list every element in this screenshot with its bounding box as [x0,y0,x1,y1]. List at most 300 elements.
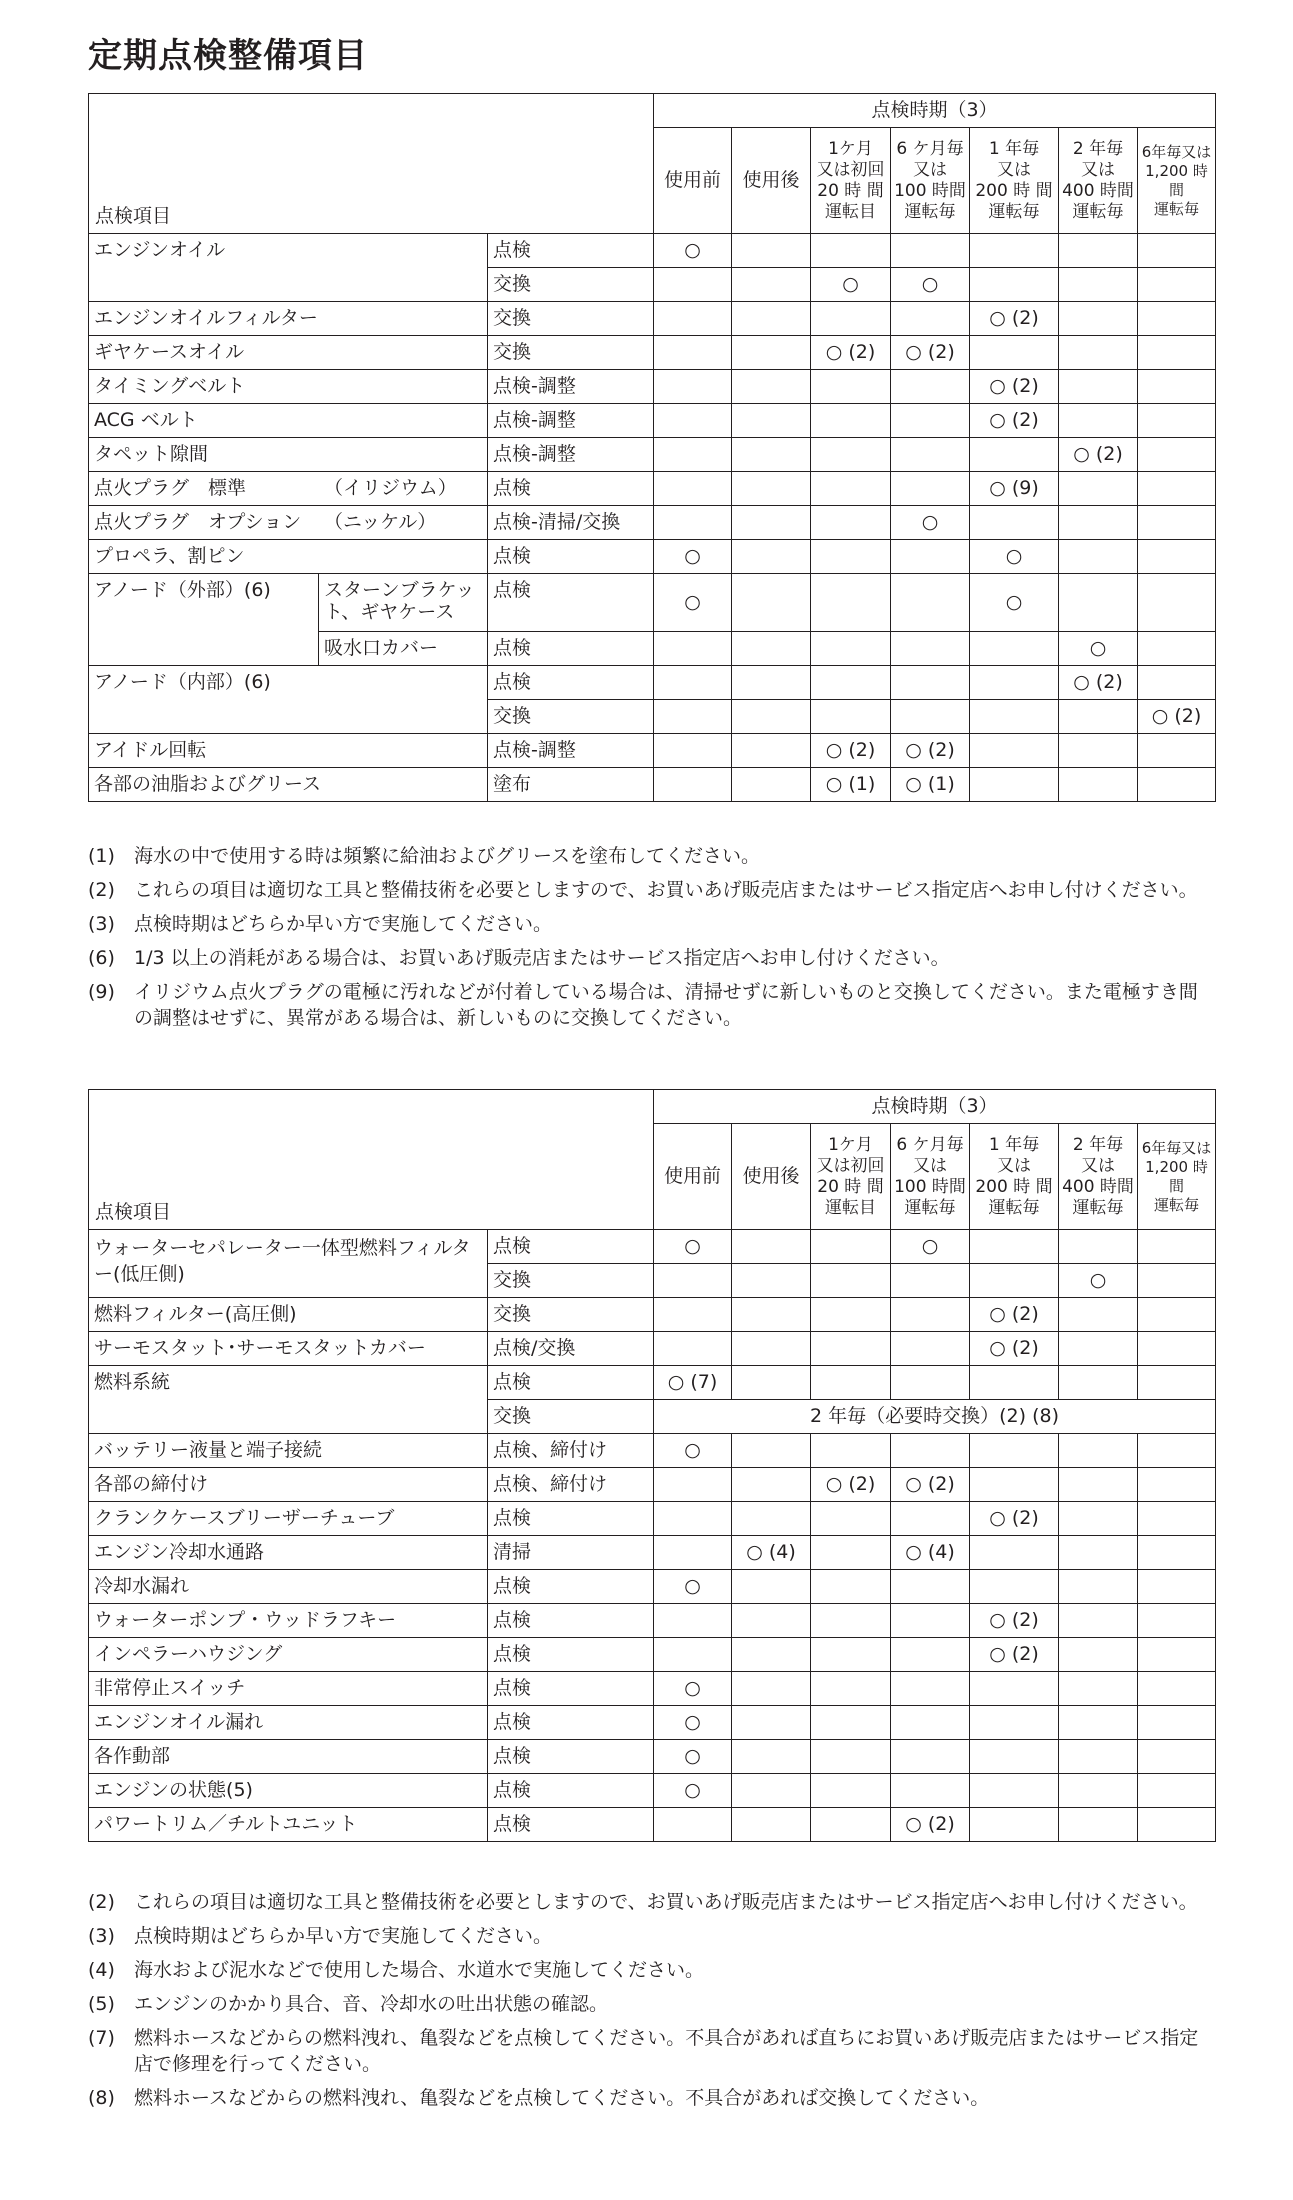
table-row [89,1332,1216,1366]
schedule-mark-cell [811,1502,891,1536]
table-row [89,734,1216,768]
schedule-mark-cell [732,506,811,540]
row-op: 清掃 [488,1536,654,1570]
schedule-mark-cell [891,574,970,632]
schedule-mark-cell: ○ [654,574,732,632]
schedule-mark-cell [1059,1366,1138,1400]
schedule-mark-cell [1059,1230,1138,1264]
schedule-mark-cell [1059,1706,1138,1740]
maintenance-table-2 [88,1089,1216,1842]
schedule-mark-cell [1138,1740,1216,1774]
schedule-mark-cell [654,1536,732,1570]
table-row [89,1570,1216,1604]
table-row [89,404,1216,438]
schedule-mark-cell [891,438,970,472]
schedule-mark-cell [654,370,732,404]
schedule-mark-cell [1059,700,1138,734]
schedule-mark-cell [732,1570,811,1604]
schedule-mark-cell [811,1706,891,1740]
row-item: アイドル回転 [89,734,488,768]
row-item-water-separator: ウォーターセパレーター一体型燃料フィルター(低圧側) [89,1230,488,1298]
notes-list-1 [88,843,1215,1039]
note-item: (8) 燃料ホースなどからの燃料洩れ、亀裂などを点検してください。不具合があれば交換してください。 [88,2087,990,2109]
schedule-mark-cell [1138,404,1216,438]
row-op: 点検 [488,1230,654,1264]
schedule-mark-cell [732,1638,811,1672]
schedule-mark-cell [811,1298,891,1332]
schedule-mark-cell [732,1434,811,1468]
schedule-mark-cell [970,734,1059,768]
schedule-mark-cell: ○ (2) [891,336,970,370]
schedule-mark-cell [1059,336,1138,370]
schedule-mark-cell: ○ (1) [891,768,970,802]
table-row [89,1740,1216,1774]
schedule-mark-cell [732,540,811,574]
row-item: 各部の油脂およびグリース [89,768,488,802]
schedule-mark-cell [1138,1434,1216,1468]
row-item-anode-internal: アノード（内部）(6) [89,666,488,734]
schedule-mark-cell [1138,1298,1216,1332]
schedule-mark-cell [1059,1536,1138,1570]
row-item: プロペラ、割ピン [89,540,488,574]
schedule-mark-cell [732,302,811,336]
schedule-mark-cell [732,734,811,768]
row-op: 交換 [488,336,654,370]
schedule-mark-cell [654,632,732,666]
schedule-mark-cell [891,370,970,404]
schedule-mark-cell [654,472,732,506]
schedule-mark-cell [1138,506,1216,540]
schedule-mark-cell [970,632,1059,666]
schedule-mark-cell: ○ [891,1230,970,1264]
row-item: バッテリー液量と端子接続 [89,1434,488,1468]
row-op: 点検/交換 [488,1332,654,1366]
schedule-mark-cell [732,370,811,404]
header-col-after-use: 使用後 [732,128,811,234]
row-op: 点検 [488,1774,654,1808]
schedule-mark-cell [1059,1570,1138,1604]
schedule-mark-cell [811,404,891,438]
schedule-mark-cell [732,1774,811,1808]
schedule-mark-cell [811,1672,891,1706]
header-col-1month: 1ケ月 又は初回 20 時 間 運転目 [811,1124,891,1230]
schedule-mark-cell [1059,1672,1138,1706]
schedule-mark-cell [891,1434,970,1468]
schedule-mark-cell [732,472,811,506]
schedule-mark-cell: ○ [654,1774,732,1808]
schedule-mark-cell [654,1808,732,1842]
schedule-mark-cell [732,1502,811,1536]
table-row [89,768,1216,802]
header-col-6year: 6年毎又は 1,200 時間 運転毎 [1138,128,1216,234]
schedule-mark-cell: ○ [654,1672,732,1706]
schedule-mark-cell [1138,370,1216,404]
schedule-mark-cell [1059,574,1138,632]
table-row [89,1672,1216,1706]
table-row [89,1230,1216,1264]
header-col-2year: 2 年毎 又は 400 時間 運転毎 [1059,1124,1138,1230]
schedule-mark-cell [1059,1740,1138,1774]
schedule-mark-cell [1138,336,1216,370]
row-op: 点検、締付け [488,1468,654,1502]
schedule-mark-cell [1059,302,1138,336]
table-row [89,1536,1216,1570]
schedule-mark-cell [732,234,811,268]
schedule-mark-cell [811,438,891,472]
header-period-label: 点検時期（3） [654,94,1216,128]
schedule-mark-cell [654,734,732,768]
schedule-mark-cell [811,700,891,734]
header-col-before-use: 使用前 [654,1124,732,1230]
row-op: 点検 [488,666,654,700]
row-item-engine-oil: エンジンオイル [89,234,488,302]
schedule-mark-cell: ○ [654,1740,732,1774]
schedule-mark-cell [1059,234,1138,268]
row-op: 点検 [488,574,654,632]
schedule-mark-cell [1059,268,1138,302]
schedule-mark-cell [970,768,1059,802]
schedule-mark-cell [970,1536,1059,1570]
table-row [89,336,1216,370]
row-op: 交換 [488,1264,654,1298]
header-col-6year: 6年毎又は 1,200 時間 運転毎 [1138,1124,1216,1230]
schedule-mark-cell [1138,302,1216,336]
schedule-mark-cell [654,336,732,370]
row-item: エンジンの状態(5) [89,1774,488,1808]
schedule-mark-cell: ○ (2) [1059,666,1138,700]
schedule-mark-cell [732,438,811,472]
schedule-mark-cell: ○ (2) [891,734,970,768]
header-period-label: 点検時期（3） [654,1090,1216,1124]
schedule-mark-cell [732,768,811,802]
row-item: ギヤケースオイル [89,336,488,370]
note-item: (6) 1/3 以上の消耗がある場合は、お買いあげ販売店またはサービス指定店へお申し付けください。 [88,947,950,969]
schedule-mark-cell [811,1536,891,1570]
note-item: (4) 海水および泥水などで使用した場合、水道水で実施してください。 [88,1959,705,1981]
row-op: 交換 [488,1400,654,1434]
schedule-mark-cell [1138,1230,1216,1264]
schedule-mark-cell: ○ [811,268,891,302]
schedule-mark-cell: ○ [891,268,970,302]
schedule-mark-cell [970,1434,1059,1468]
schedule-mark-cell [891,472,970,506]
schedule-mark-cell [1138,1808,1216,1842]
header-item-label: 点検項目 [89,1090,654,1230]
schedule-mark-cell: ○ [654,234,732,268]
row-item: 非常停止スイッチ [89,1672,488,1706]
schedule-mark-cell [732,404,811,438]
schedule-mark-cell [654,1502,732,1536]
schedule-mark-cell: ○ (2) [811,1468,891,1502]
schedule-mark-cell [732,1230,811,1264]
schedule-mark-cell [732,1332,811,1366]
schedule-mark-cell [970,506,1059,540]
schedule-mark-cell [811,1638,891,1672]
schedule-mark-cell [1059,734,1138,768]
schedule-mark-cell [732,632,811,666]
table-row [89,1638,1216,1672]
row-op: 交換 [488,1298,654,1332]
schedule-mark-cell [891,1706,970,1740]
schedule-mark-cell: ○ (4) [891,1536,970,1570]
schedule-mark-cell [1138,1604,1216,1638]
schedule-mark-cell [811,506,891,540]
fuel-replace-interval: 2 年毎（必要時交換）(2) (8) [654,1400,1216,1434]
schedule-mark-cell [1138,768,1216,802]
schedule-mark-cell: ○ (9) [970,472,1059,506]
schedule-mark-cell [1138,1570,1216,1604]
table-row [89,438,1216,472]
header-col-1year: 1 年毎 又は 200 時 間 運転毎 [970,128,1059,234]
schedule-mark-cell [811,574,891,632]
schedule-mark-cell [811,1774,891,1808]
schedule-mark-cell [1138,234,1216,268]
schedule-mark-cell: ○ [970,574,1059,632]
row-item: エンジンオイル漏れ [89,1706,488,1740]
schedule-mark-cell: ○ (2) [970,1298,1059,1332]
schedule-mark-cell [1059,1332,1138,1366]
schedule-mark-cell [654,302,732,336]
schedule-mark-cell [811,1332,891,1366]
schedule-mark-cell: ○ (2) [970,404,1059,438]
schedule-mark-cell [1138,1502,1216,1536]
schedule-mark-cell: ○ [891,506,970,540]
schedule-mark-cell: ○ [1059,632,1138,666]
schedule-mark-cell: ○ (2) [970,370,1059,404]
schedule-mark-cell [811,666,891,700]
note-item: (1) 海水の中で使用する時は頻繁に給油およびグリースを塗布してください。 [88,845,761,867]
schedule-mark-cell [1138,1264,1216,1298]
row-op: 点検-調整 [488,404,654,438]
schedule-mark-cell [811,302,891,336]
schedule-mark-cell [970,1706,1059,1740]
row-op: 点検 [488,1740,654,1774]
schedule-mark-cell [654,1468,732,1502]
schedule-mark-cell [970,336,1059,370]
schedule-mark-cell [891,1638,970,1672]
schedule-mark-cell [811,1230,891,1264]
row-op: 点検 [488,1502,654,1536]
schedule-mark-cell [1138,1672,1216,1706]
schedule-mark-cell [732,1604,811,1638]
schedule-mark-cell [1059,370,1138,404]
schedule-mark-cell [732,700,811,734]
schedule-mark-cell [970,1230,1059,1264]
schedule-mark-cell [811,472,891,506]
schedule-mark-cell [1059,1502,1138,1536]
schedule-mark-cell: ○ [654,1230,732,1264]
note-item: (3) 点検時期はどちらか早い方で実施してください。 [88,913,553,935]
schedule-mark-cell [1059,506,1138,540]
schedule-mark-cell [1138,632,1216,666]
schedule-mark-cell [1059,1774,1138,1808]
schedule-mark-cell [654,1298,732,1332]
header-col-after-use: 使用後 [732,1124,811,1230]
row-op: 交換 [488,302,654,336]
schedule-mark-cell [732,1706,811,1740]
schedule-mark-cell [970,1570,1059,1604]
row-op: 交換 [488,700,654,734]
schedule-mark-cell [1138,1774,1216,1808]
schedule-mark-cell [1059,540,1138,574]
schedule-mark-cell [811,1264,891,1298]
schedule-mark-cell [1059,1808,1138,1842]
schedule-mark-cell [970,1264,1059,1298]
table-row [89,1808,1216,1842]
row-item: パワートリム／チルトユニット [89,1808,488,1842]
header-col-1month: 1ケ月 又は初回 20 時 間 運転目 [811,128,891,234]
row-op: 点検-調整 [488,734,654,768]
row-item: 冷却水漏れ [89,1570,488,1604]
table-row [89,1468,1216,1502]
schedule-mark-cell [1059,1298,1138,1332]
schedule-mark-cell [891,1740,970,1774]
schedule-mark-cell [1059,768,1138,802]
schedule-mark-cell [732,336,811,370]
schedule-mark-cell: ○ (2) [891,1808,970,1842]
schedule-mark-cell [811,540,891,574]
schedule-mark-cell [654,268,732,302]
row-item: タペット隙間 [89,438,488,472]
schedule-mark-cell [732,268,811,302]
row-op: 点検 [488,1638,654,1672]
row-sub-item: スターンブラケット、ギヤケース [319,574,488,632]
table-row [89,234,1216,268]
schedule-mark-cell [811,632,891,666]
row-item: タイミングベルト [89,370,488,404]
schedule-mark-cell [970,1366,1059,1400]
row-item: 点火プラグ オプション （ニッケル） [89,506,488,540]
note-item: (3) 点検時期はどちらか早い方で実施してください。 [88,1925,553,1947]
schedule-mark-cell [970,438,1059,472]
row-item: クランクケースブリーザーチューブ [89,1502,488,1536]
schedule-mark-cell [970,1808,1059,1842]
row-op: 点検 [488,1672,654,1706]
schedule-mark-cell: ○ (1) [811,768,891,802]
table-row [89,666,1216,700]
schedule-mark-cell [891,700,970,734]
header-col-2year: 2 年毎 又は 400 時間 運転毎 [1059,128,1138,234]
row-item: 各部の締付け [89,1468,488,1502]
schedule-mark-cell: ○ (2) [1138,700,1216,734]
schedule-mark-cell [811,234,891,268]
note-item: (9) イリジウム点火プラグの電極に汚れなどが付着している場合は、清掃せずに新しいものと交換してください。また電極すき間の調整はせずに、異常がある場合は、新しいものに交換してください。 [88,981,1198,1029]
row-op: 点検 [488,234,654,268]
schedule-mark-cell [1059,1638,1138,1672]
table-row [89,472,1216,506]
schedule-mark-cell [891,1502,970,1536]
table-row [89,1706,1216,1740]
schedule-mark-cell [891,1332,970,1366]
row-op: 点検、締付け [488,1434,654,1468]
schedule-mark-cell [732,1264,811,1298]
schedule-mark-cell [654,768,732,802]
row-item: ウォーターポンプ・ウッドラフキー [89,1604,488,1638]
schedule-mark-cell [891,1264,970,1298]
schedule-mark-cell: ○ (2) [970,1502,1059,1536]
row-item: 各作動部 [89,1740,488,1774]
schedule-mark-cell [1138,1536,1216,1570]
table-row [89,506,1216,540]
schedule-mark-cell [654,506,732,540]
header-col-6month: 6 ケ月毎 又は 100 時間 運転毎 [891,128,970,234]
row-item: サーモスタット･サーモスタットカバー [89,1332,488,1366]
schedule-mark-cell [1138,734,1216,768]
schedule-mark-cell [732,574,811,632]
row-op: 点検 [488,1604,654,1638]
schedule-mark-cell: ○ [1059,1264,1138,1298]
maintenance-table-1 [88,93,1216,802]
schedule-mark-cell [1138,472,1216,506]
page-title: 定期点検整備項目 [88,36,368,76]
row-op: 点検-調整 [488,370,654,404]
row-item: 点火プラグ 標準 （イリジウム） [89,472,488,506]
schedule-mark-cell [1138,438,1216,472]
table-row [89,1774,1216,1808]
row-item: インペラーハウジング [89,1638,488,1672]
schedule-mark-cell [811,1808,891,1842]
schedule-mark-cell [891,1366,970,1400]
row-op: 交換 [488,268,654,302]
schedule-mark-cell [1059,1434,1138,1468]
note-item: (2) これらの項目は適切な工具と整備技術を必要としますので、お買いあげ販売店またはサービス指定店へお申し付けください。 [88,879,1198,901]
table-row [89,1434,1216,1468]
schedule-mark-cell [891,234,970,268]
schedule-mark-cell [970,1740,1059,1774]
schedule-mark-cell [1138,1468,1216,1502]
table-row [89,302,1216,336]
schedule-mark-cell [970,234,1059,268]
note-item: (2) これらの項目は適切な工具と整備技術を必要としますので、お買いあげ販売店またはサービス指定店へお申し付けください。 [88,1891,1198,1913]
table-row [89,370,1216,404]
schedule-mark-cell [1138,1706,1216,1740]
schedule-mark-cell [811,1740,891,1774]
note-item: (7) 燃料ホースなどからの燃料洩れ、亀裂などを点検してください。不具合があれば直ちにお買いあげ販売店またはサービス指定店で修理を行ってください。 [88,2027,1199,2075]
schedule-mark-cell [1138,540,1216,574]
header-col-6month: 6 ケ月毎 又は 100 時間 運転毎 [891,1124,970,1230]
row-op: 点検-調整 [488,438,654,472]
schedule-mark-cell: ○ [654,1434,732,1468]
schedule-mark-cell [1138,574,1216,632]
row-op: 点検 [488,632,654,666]
schedule-mark-cell [970,268,1059,302]
schedule-mark-cell: ○ (7) [654,1366,732,1400]
schedule-mark-cell [732,1366,811,1400]
schedule-mark-cell [1138,268,1216,302]
header-col-1year: 1 年毎 又は 200 時 間 運転毎 [970,1124,1059,1230]
schedule-mark-cell: ○ [654,540,732,574]
schedule-mark-cell [732,1298,811,1332]
schedule-mark-cell [891,1672,970,1706]
schedule-mark-cell [811,1434,891,1468]
schedule-mark-cell [891,1604,970,1638]
schedule-mark-cell [891,666,970,700]
schedule-mark-cell: ○ (2) [891,1468,970,1502]
schedule-mark-cell [1059,404,1138,438]
schedule-mark-cell [891,632,970,666]
schedule-mark-cell [1138,1366,1216,1400]
table-row [89,540,1216,574]
note-item: (5) エンジンのかかり具合、音、冷却水の吐出状態の確認。 [88,1993,609,2015]
schedule-mark-cell [732,666,811,700]
schedule-mark-cell [654,1332,732,1366]
schedule-mark-cell: ○ [970,540,1059,574]
schedule-mark-cell: ○ (2) [1059,438,1138,472]
row-item: ACG ベルト [89,404,488,438]
schedule-mark-cell [970,666,1059,700]
row-sub-item: 吸水口カバー [319,632,488,666]
schedule-mark-cell [891,1570,970,1604]
